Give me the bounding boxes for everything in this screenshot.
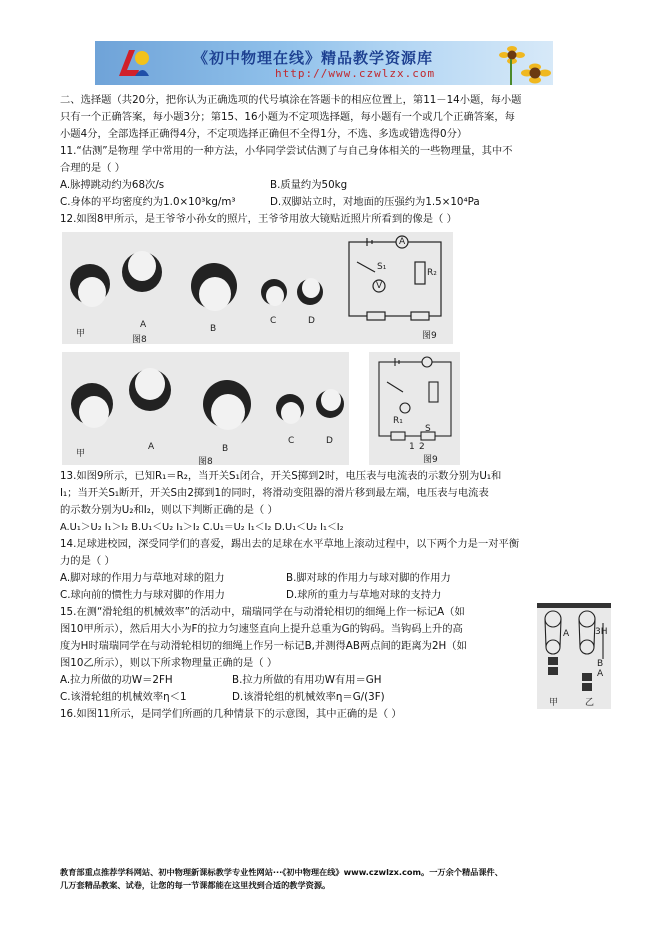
q11-options-row1: [60, 177, 620, 194]
exam-document: [60, 92, 620, 228]
q12-stem: 12.如图8甲所示，是王爷爷小孙女的照片，王爷爷用放大镜贴近照片所看到的像是（ ）: [60, 213, 457, 225]
banner-url[interactable]: http://www.czwlzx.com: [275, 67, 436, 80]
fig9-label-s1: S₁: [377, 262, 387, 272]
q13-stem: I₁；当开关S₁断开，开关S由2掷到1的同时，将滑动变阻器的滑片移到最左端，电压表与电流表: [60, 487, 489, 499]
q15-option-c: C.该滑轮组的机械效率η＜1: [60, 691, 187, 703]
q15-stem: 图10乙所示），则以下所求物理量正确的是（ ）: [60, 657, 278, 669]
fig8-label-b: B: [210, 324, 217, 334]
q11-option-d: D.双脚站立时，对地面的压强约为1.5×10⁴Pa: [270, 196, 480, 208]
fig8-label-d: D: [326, 436, 333, 446]
q14-option-d: D.球所的重力与草地对球的支持力: [286, 589, 442, 601]
site-logo-icon: [115, 46, 151, 80]
q14-option-b: B.脚对球的作用力与球对脚的作用力: [286, 572, 451, 584]
q11-option-c: C.身体的平均密度约为1.0×10³kg/m³: [60, 196, 236, 208]
q14-stem: 14.足球进校园，深受同学们的喜爱，踢出去的足球在水平草地上滚动过程中，以下两个力是一对平衡: [60, 538, 520, 550]
fig8-caption: 图8: [132, 335, 147, 344]
figure-9-circuit-top: [327, 232, 453, 344]
fig9-caption: 图9: [423, 455, 438, 465]
q14-options-row1: [60, 570, 620, 587]
q15-option-d: D.该滑轮组的机械效率η＝G/(3F): [232, 691, 385, 703]
fig9-label-ammeter: A: [399, 237, 406, 247]
fig9-label-r1: R₁: [393, 416, 403, 426]
q14-stem: 力的是（ ）: [60, 555, 115, 567]
pulley-diagram-icon: [537, 603, 611, 709]
footer-line: 几万套精品教案、试卷，让您的每一节课都能在这里找到合适的教学资源。: [60, 880, 331, 890]
sunflower-icon: [490, 41, 553, 85]
footer-line: 教育部重点推荐学科网站、初中物理新课标教学专业性网站···《初中物理在线》www.czwlzx.com。一万余个精品课件、: [60, 867, 503, 877]
fig9-caption: 图9: [422, 331, 437, 341]
fig8-label-a: A: [140, 320, 147, 330]
q13-stem: 的示数分别为U₂和I₂，则以下判断正确的是（ ）: [60, 504, 278, 516]
fig8-label-b: B: [222, 444, 229, 454]
fig10-label-a2: A: [597, 669, 604, 679]
fig9-label-r2: R₂: [427, 268, 437, 278]
section-header-line: 只有一个正确答案，每小题3分；第15、16小题为不定项选择题，每小题有一个或几个正确答案，每: [60, 111, 515, 123]
girl-faces-illustration: [62, 232, 327, 344]
q14-options-row2: [60, 587, 620, 604]
q14-option-c: C.球向前的惯性力与球对脚的作用力: [60, 589, 225, 601]
q15-options-row2: [60, 689, 620, 706]
section-header-line: 二、选择题（共20分，把你认为正确选项的代号填涂在答题卡的相应位置上，第11－14小题，每小题: [60, 94, 522, 106]
figure-10-pulley: [537, 603, 611, 709]
fig8-label-c: C: [270, 316, 277, 326]
fig10-label-a: A: [563, 629, 570, 639]
fig10-label-b: B: [597, 659, 604, 669]
fig8-label-jia: 甲: [76, 329, 86, 339]
q11-stem: 11.“估测”是物理 学中常用的一种方法，小华同学尝试估测了与自己身体相关的一些物理量，其中不: [60, 145, 513, 157]
q11-option-b: B.质量约为50kg: [270, 179, 348, 191]
figure-9-circuit-bottom: [369, 352, 460, 465]
q16-stem: 16.如图11所示，是同学们所画的几种情景下的示意图，其中正确的是（ ）: [60, 708, 402, 720]
exam-document-continued: [60, 468, 620, 723]
q15-option-b: B.拉力所做的有用功W有用＝GH: [232, 674, 382, 686]
page-footer: [60, 866, 620, 892]
q15-stem: 度为H时瑞瑞同学在与动滑轮相切的细绳上作另一标记B,并测得AB两点间的距离为2H（如: [60, 640, 467, 652]
fig10-label-yi: 乙: [585, 698, 595, 708]
q15-stem: 15.在测“滑轮组的机械效率”的活动中，瑞瑞同学在与动滑轮相切的细绳上作一标记A（如: [60, 606, 465, 618]
banner-title: 《初中物理在线》精品教学资源库: [193, 49, 434, 67]
fig9-label-1: 1: [409, 442, 415, 452]
fig9-label-s: S: [425, 424, 431, 434]
girl-faces-illustration: [62, 352, 349, 465]
header-banner: [95, 41, 553, 85]
fig8-label-d: D: [308, 316, 315, 326]
q11-options-row2: [60, 194, 620, 211]
fig8-label-c: C: [288, 436, 295, 446]
q13-options: A.U₁＞U₂ I₁＞I₂ B.U₁＜U₂ I₁＞I₂ C.U₁＝U₂ I₁＜I₂ D.U₁＜U₂ I₁＜I₂: [60, 522, 344, 533]
q11-option-a: A.脉搏跳动约为68次/s: [60, 179, 165, 191]
q11-stem: 合理的是（ ）: [60, 162, 126, 174]
q15-stem: 图10甲所示），然后用大小为F的拉力匀速竖直向上提升总重为G的钩码。当钩码上升的高: [60, 623, 463, 635]
fig8-caption: 图8: [198, 457, 213, 465]
fig9-label-2: 2: [419, 442, 425, 452]
figure-8-photo-bottom: [62, 352, 349, 465]
q15-options-row1: [60, 672, 620, 689]
figure-8-photo-top: [62, 232, 327, 344]
fig10-label-jia: 甲: [549, 698, 559, 708]
q14-option-a: A.脚对球的作用力与草地对球的阻力: [60, 572, 225, 584]
q13-stem: 13.如图9所示，已知R₁＝R₂，当开关S₁闭合，开关S掷到2时，电压表与电流表的示数分别为U₁和: [60, 470, 502, 482]
fig9-label-voltmeter: V: [376, 281, 383, 291]
fig8-label-jia: 甲: [76, 449, 86, 459]
fig10-label-3h: 3H: [595, 627, 608, 637]
fig8-label-a: A: [148, 442, 155, 452]
section-header-line: 小题4分，全部选择正确得4分，不定项选择正确但不全得1分，不选、多选或错选得0分）: [60, 128, 468, 140]
q15-option-a: A.拉力所做的功W＝2FH: [60, 674, 173, 686]
